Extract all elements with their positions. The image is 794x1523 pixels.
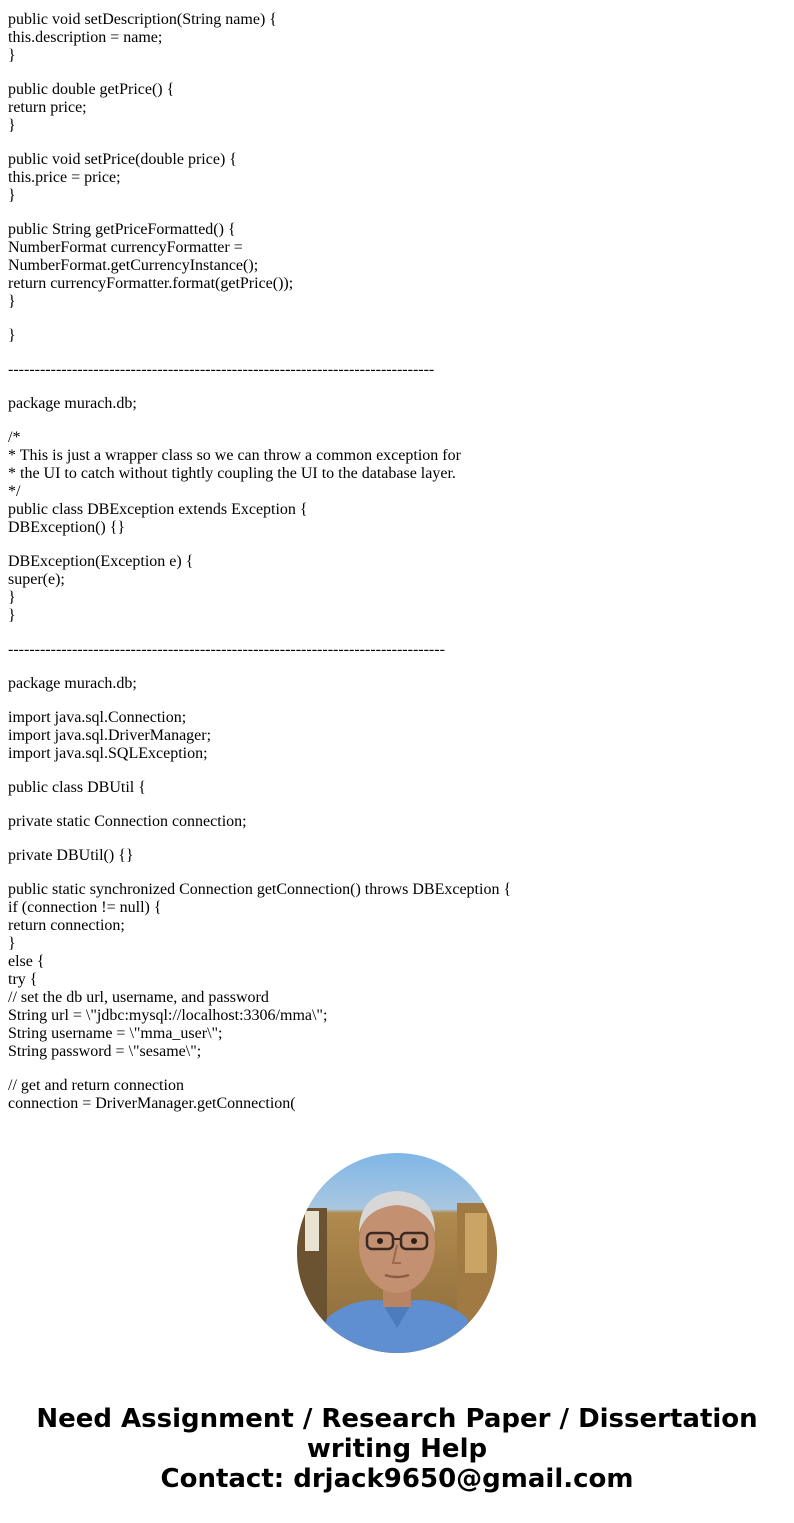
code-line: public void setPrice(double price) { (8, 151, 237, 168)
code-line: else { (8, 953, 45, 970)
code-line: DBException() {} (8, 519, 126, 536)
promo-line-2: writing Help (306, 1434, 488, 1464)
code-line: } (8, 293, 16, 310)
code-listing (8, 11, 511, 1113)
code-line: */ (8, 483, 21, 500)
code-line: return currencyFormatter.format(getPrice()); (8, 275, 294, 292)
author-photo (297, 1153, 497, 1353)
code-line: // set the db url, username, and password (8, 989, 269, 1006)
code-line: if (connection != null) { (8, 899, 162, 916)
code-line: } (8, 607, 16, 624)
code-line: this.description = name; (8, 29, 163, 46)
code-line: import java.sql.SQLException; (8, 745, 208, 762)
code-line: connection = DriverManager.getConnection( (8, 1095, 296, 1112)
code-line: import java.sql.DriverManager; (8, 727, 212, 744)
code-line: public double getPrice() { (8, 81, 175, 98)
code-line: } (8, 589, 16, 606)
code-line: NumberFormat currencyFormatter = (8, 239, 243, 256)
code-line: public static synchronized Connection getConnection() throws DBException { (8, 881, 512, 898)
code-line: import java.sql.Connection; (8, 709, 187, 726)
code-line: * the UI to catch without tightly coupling the UI to the database layer. (8, 465, 456, 482)
code-line: public class DBException extends Exception { (8, 501, 308, 518)
code-line: // get and return connection (8, 1077, 184, 1094)
code-line: /* (8, 429, 21, 446)
code-line: } (8, 117, 16, 134)
code-line: private static Connection connection; (8, 813, 247, 830)
code-line: String url = \"jdbc:mysql://localhost:3306/mma\"; (8, 1007, 328, 1024)
code-line: public class DBUtil { (8, 779, 146, 796)
code-line: } (8, 327, 16, 344)
code-line: return connection; (8, 917, 125, 934)
code-line: this.price = price; (8, 169, 121, 186)
code-line: return price; (8, 99, 87, 116)
code-line: private DBUtil() {} (8, 847, 134, 864)
promo-line-1: Need Assignment / Research Paper / Dissertation (36, 1404, 758, 1434)
portrait-image (297, 1153, 497, 1353)
code-line: super(e); (8, 571, 65, 588)
code-line: } (8, 187, 16, 204)
separator-line: ---------------------------------------------------------------------------------- (8, 641, 445, 658)
promo-banner (0, 1404, 794, 1494)
code-line: public String getPriceFormatted() { (8, 221, 236, 238)
promo-contact: Contact: drjack9650@gmail.com (160, 1464, 634, 1494)
code-line: String password = \"sesame\"; (8, 1043, 202, 1060)
code-line: package murach.db; (8, 395, 137, 412)
code-line: } (8, 935, 16, 952)
code-line: try { (8, 971, 38, 988)
code-line: DBException(Exception e) { (8, 553, 194, 570)
code-line: NumberFormat.getCurrencyInstance(); (8, 257, 259, 274)
separator-line: -------------------------------------------------------------------------------- (8, 361, 435, 378)
code-line: String username = \"mma_user\"; (8, 1025, 223, 1042)
code-line: } (8, 47, 16, 64)
code-line: public void setDescription(String name) { (8, 11, 277, 28)
code-line: package murach.db; (8, 675, 137, 692)
code-line: * This is just a wrapper class so we can throw a common exception for (8, 447, 461, 464)
